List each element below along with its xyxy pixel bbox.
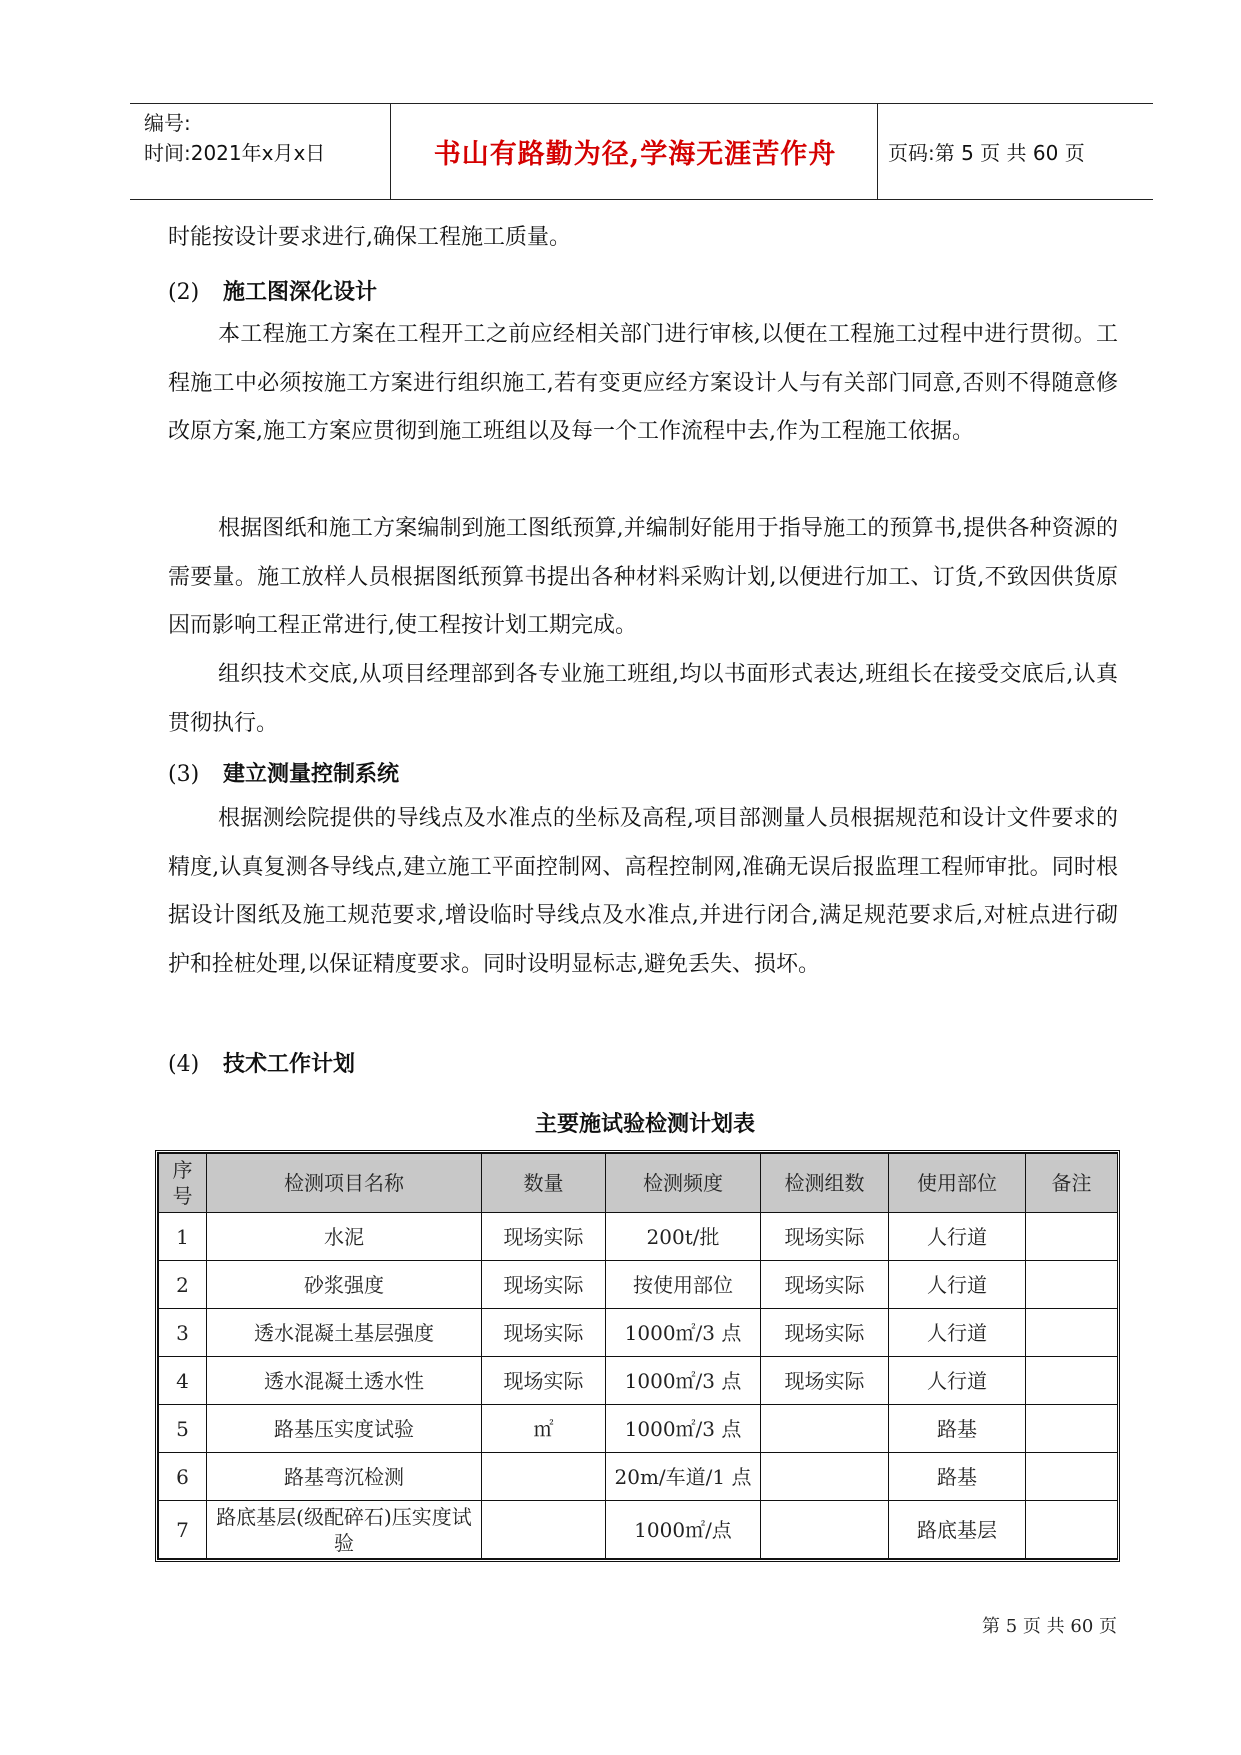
table-cell: 人行道 — [889, 1213, 1026, 1261]
table-cell: 路基弯沉检测 — [207, 1453, 482, 1501]
header-divider — [877, 104, 878, 199]
table-cell — [1026, 1213, 1118, 1261]
table-header-row — [159, 1154, 1118, 1213]
table-cell: 人行道 — [889, 1261, 1026, 1309]
table-cell: 现场实际 — [482, 1309, 606, 1357]
header-page-label: 页码:第 5 页 共 60 页 — [888, 141, 1085, 165]
table-cell: 现场实际 — [761, 1309, 889, 1357]
table-cell: 透水混凝土透水性 — [207, 1357, 482, 1405]
table-cell: 路基 — [889, 1405, 1026, 1453]
table-cell — [482, 1501, 606, 1559]
table-cell — [482, 1453, 606, 1501]
header-divider — [390, 104, 391, 199]
column-header: 序号 — [159, 1154, 207, 1213]
table-cell: 3 — [159, 1309, 207, 1357]
paragraph: 时能按设计要求进行,确保工程施工质量。 — [168, 225, 571, 250]
table-cell: 现场实际 — [482, 1213, 606, 1261]
table-row — [159, 1357, 1118, 1405]
table-cell: 200t/批 — [606, 1213, 761, 1261]
table-row — [159, 1213, 1118, 1261]
table-cell: 按使用部位 — [606, 1261, 761, 1309]
table-row — [159, 1453, 1118, 1501]
table-cell: 1000㎡/3 点 — [606, 1405, 761, 1453]
table-cell: 1000㎡/点 — [606, 1501, 761, 1559]
test-plan-table — [155, 1150, 1120, 1562]
table-cell — [1026, 1405, 1118, 1453]
table-cell: 现场实际 — [761, 1357, 889, 1405]
paragraph: 组织技术交底,从项目经理部到各专业施工班组,均以书面形式表达,班组长在接受交底后,认真贯彻执行。 — [168, 662, 1118, 736]
table-cell: 现场实际 — [482, 1261, 606, 1309]
section-heading-3 — [168, 757, 399, 788]
column-header: 检测频度 — [606, 1154, 761, 1213]
table-cell: 路基 — [889, 1453, 1026, 1501]
page-header — [130, 103, 1153, 200]
column-header: 使用部位 — [889, 1154, 1026, 1213]
table-row — [159, 1309, 1118, 1357]
table-cell: 现场实际 — [761, 1261, 889, 1309]
table-cell: 2 — [159, 1261, 207, 1309]
paragraph: 根据测绘院提供的导线点及水准点的坐标及高程,项目部测量人员根据规范和设计文件要求的精度,认真复测各导线点,建立施工平面控制网、高程控制网,准确无误后报监理工程师审批。同时根据设计图纸及施工规范要求,增设临时导线点及水准点,并进行闭合,满足规范要求后,对桩点进行砌护和拴桩处理,以保证精度要求。同时设明显标志,避免丢失、损坏。 — [168, 806, 1118, 977]
table-cell — [761, 1453, 889, 1501]
table-cell: 1000㎡/3 点 — [606, 1309, 761, 1357]
table-cell: 1000㎡/3 点 — [606, 1357, 761, 1405]
table-cell — [1026, 1453, 1118, 1501]
table-cell — [1026, 1501, 1118, 1559]
table-cell: 水泥 — [207, 1213, 482, 1261]
table-cell — [1026, 1309, 1118, 1357]
table-cell: 砂浆强度 — [207, 1261, 482, 1309]
table-row — [159, 1405, 1118, 1453]
section-heading-4 — [168, 1047, 355, 1078]
section-number: (2) — [168, 280, 200, 305]
table-cell — [761, 1501, 889, 1559]
table-cell: 现场实际 — [482, 1357, 606, 1405]
table-cell: 路底基层 — [889, 1501, 1026, 1559]
table-row — [159, 1261, 1118, 1309]
table-cell: 6 — [159, 1453, 207, 1501]
table-cell — [761, 1405, 889, 1453]
table-cell: ㎡ — [482, 1405, 606, 1453]
header-time: 时间:2021年x月x日 — [144, 141, 326, 165]
table-cell: 5 — [159, 1405, 207, 1453]
paragraph: 本工程施工方案在工程开工之前应经相关部门进行审核,以便在工程施工过程中进行贯彻。工程施工中必须按施工方案进行组织施工,若有变更应经方案设计人与有关部门同意,否则不得随意修改原方案,施工方案应贯彻到施工班组以及每一个工作流程中去,作为工程施工依据。 — [168, 322, 1118, 444]
table-cell: 20m/车道/1 点 — [606, 1453, 761, 1501]
column-header: 检测组数 — [761, 1154, 889, 1213]
header-number: 编号: — [144, 111, 191, 135]
section-title: 技术工作计划 — [223, 1052, 356, 1077]
table-cell: 路底基层(级配碎石)压实度试验 — [207, 1501, 482, 1559]
paragraph: 根据图纸和施工方案编制到施工图纸预算,并编制好能用于指导施工的预算书,提供各种资源的需要量。施工放样人员根据图纸预算书提出各种材料采购计划,以便进行加工、订货,不致因供货原因而影响工程正常进行,使工程按计划工期完成。 — [168, 516, 1118, 638]
header-motto: 书山有路勤为径,学海无涯苦作舟 — [433, 139, 837, 170]
section-title: 建立测量控制系统 — [223, 762, 400, 787]
column-header: 数量 — [482, 1154, 606, 1213]
table-cell — [1026, 1261, 1118, 1309]
section-title: 施工图深化设计 — [223, 280, 378, 305]
column-header: 备注 — [1026, 1154, 1118, 1213]
table-cell — [1026, 1357, 1118, 1405]
table-cell: 路基压实度试验 — [207, 1405, 482, 1453]
table-title: 主要施试验检测计划表 — [534, 1112, 755, 1137]
table-cell: 7 — [159, 1501, 207, 1559]
table-cell: 透水混凝土基层强度 — [207, 1309, 482, 1357]
section-number: (4) — [168, 1052, 200, 1077]
table-cell: 人行道 — [889, 1309, 1026, 1357]
table-cell: 人行道 — [889, 1357, 1026, 1405]
header-meta — [144, 108, 325, 168]
table-row — [159, 1501, 1118, 1559]
page-footer: 第 5 页 共 60 页 — [982, 1616, 1117, 1637]
table-cell: 4 — [159, 1357, 207, 1405]
section-heading-2 — [168, 275, 377, 306]
table-cell: 现场实际 — [761, 1213, 889, 1261]
table-cell: 1 — [159, 1213, 207, 1261]
section-number: (3) — [168, 762, 200, 787]
column-header: 检测项目名称 — [207, 1154, 482, 1213]
